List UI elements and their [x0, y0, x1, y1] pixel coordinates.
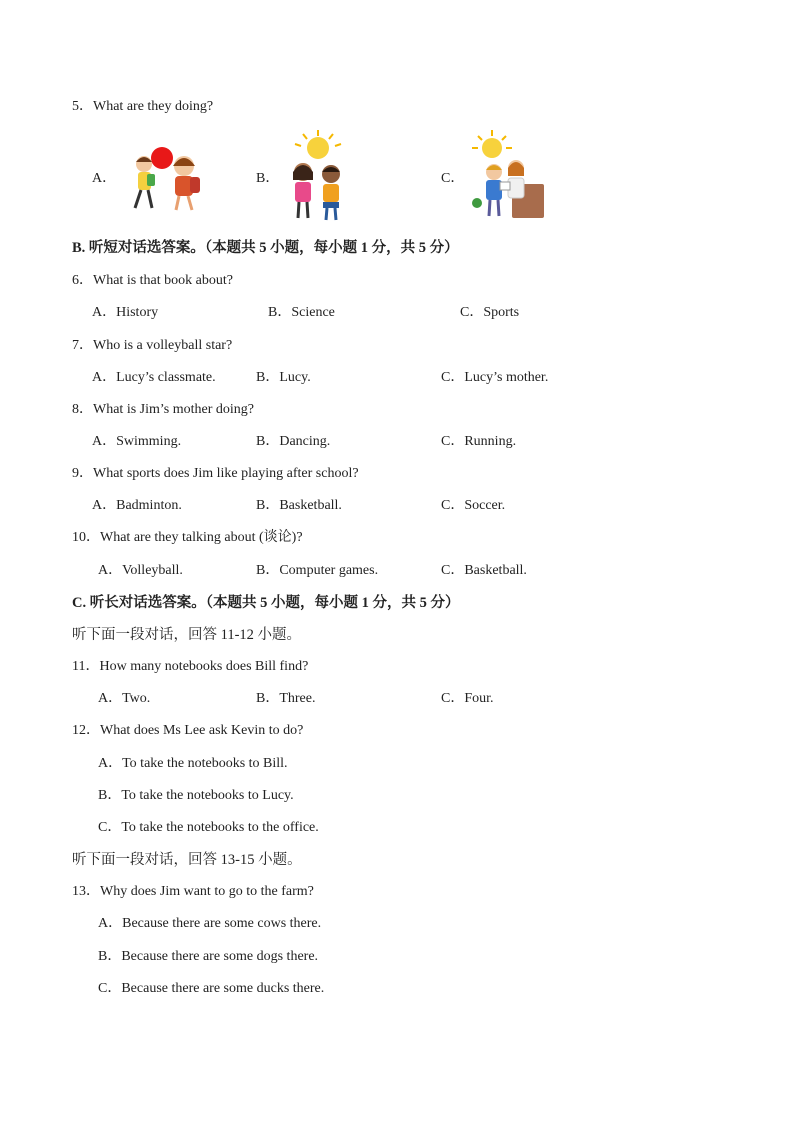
q10-option-b[interactable]: B．Computer games. [256, 563, 379, 578]
q7-option-c[interactable]: C．Lucy’s mother. [441, 370, 549, 385]
q13-option-a[interactable]: A．Because there are some cows there. [98, 916, 322, 931]
question-13: 13．Why does Jim want to go to the farm? [72, 884, 314, 899]
q9-option-b[interactable]: B．Basketball. [256, 498, 342, 513]
q8-option-c[interactable]: C．Running. [441, 434, 517, 449]
children-meeting-picture [285, 128, 351, 224]
q8-option-a[interactable]: A．Swimming. [92, 434, 182, 449]
question-11: 11．How many notebooks does Bill find? [72, 659, 309, 674]
q5-option-b-label[interactable]: B． [256, 171, 280, 186]
q13-option-c[interactable]: C．Because there are some ducks there. [98, 981, 325, 996]
q11-option-a[interactable]: A．Two. [98, 691, 151, 706]
q6-option-c[interactable]: C．Sports [460, 305, 520, 320]
q8-option-b[interactable]: B．Dancing. [256, 434, 331, 449]
children-reading-under-sun-picture [470, 128, 548, 224]
q9-option-c[interactable]: C．Soccer. [441, 498, 506, 513]
q7-option-a[interactable]: A．Lucy’s classmate. [92, 370, 216, 385]
q5-option-a-label[interactable]: A． [92, 171, 117, 186]
q6-option-b[interactable]: B．Science [268, 305, 335, 320]
q10-option-c[interactable]: C．Basketball. [441, 563, 527, 578]
dialogue-intro-13-15: 听下面一段对话，回答 13-15 小题。 [72, 852, 302, 868]
q6-option-a[interactable]: A．History [92, 305, 159, 320]
section-b-heading: B. 听短对话选答案。（本题共 5 小题，每小题 1 分，共 5 分） [72, 240, 459, 256]
q7-option-b[interactable]: B．Lucy. [256, 370, 311, 385]
q13-option-b[interactable]: B．Because there are some dogs there. [98, 949, 319, 964]
question-8: 8．What is Jim’s mother doing? [72, 402, 254, 417]
section-c-heading: C. 听长对话选答案。（本题共 5 小题，每小题 1 分，共 5 分） [72, 595, 460, 611]
question-6: 6．What is that book about? [72, 273, 233, 288]
q12-option-b[interactable]: B．To take the notebooks to Lucy. [98, 788, 294, 803]
question-12: 12．What does Ms Lee ask Kevin to do? [72, 723, 304, 738]
question-7: 7．Who is a volleyball star? [72, 338, 233, 353]
question-5: 5．What are they doing? [72, 99, 214, 114]
children-walking-to-school-picture [118, 146, 210, 216]
dialogue-intro-11-12: 听下面一段对话，回答 11-12 小题。 [72, 627, 302, 643]
q5-option-c-label[interactable]: C． [441, 171, 465, 186]
question-9: 9．What sports does Jim like playing after school? [72, 466, 359, 481]
q10-option-a[interactable]: A．Volleyball. [98, 563, 183, 578]
q11-option-b[interactable]: B．Three. [256, 691, 316, 706]
q9-option-a[interactable]: A．Badminton. [92, 498, 182, 513]
q12-option-c[interactable]: C．To take the notebooks to the office. [98, 820, 319, 835]
q12-option-a[interactable]: A．To take the notebooks to Bill. [98, 756, 288, 771]
question-10: 10．What are they talking about (谈论)? [72, 530, 303, 545]
q11-option-c[interactable]: C．Four. [441, 691, 494, 706]
